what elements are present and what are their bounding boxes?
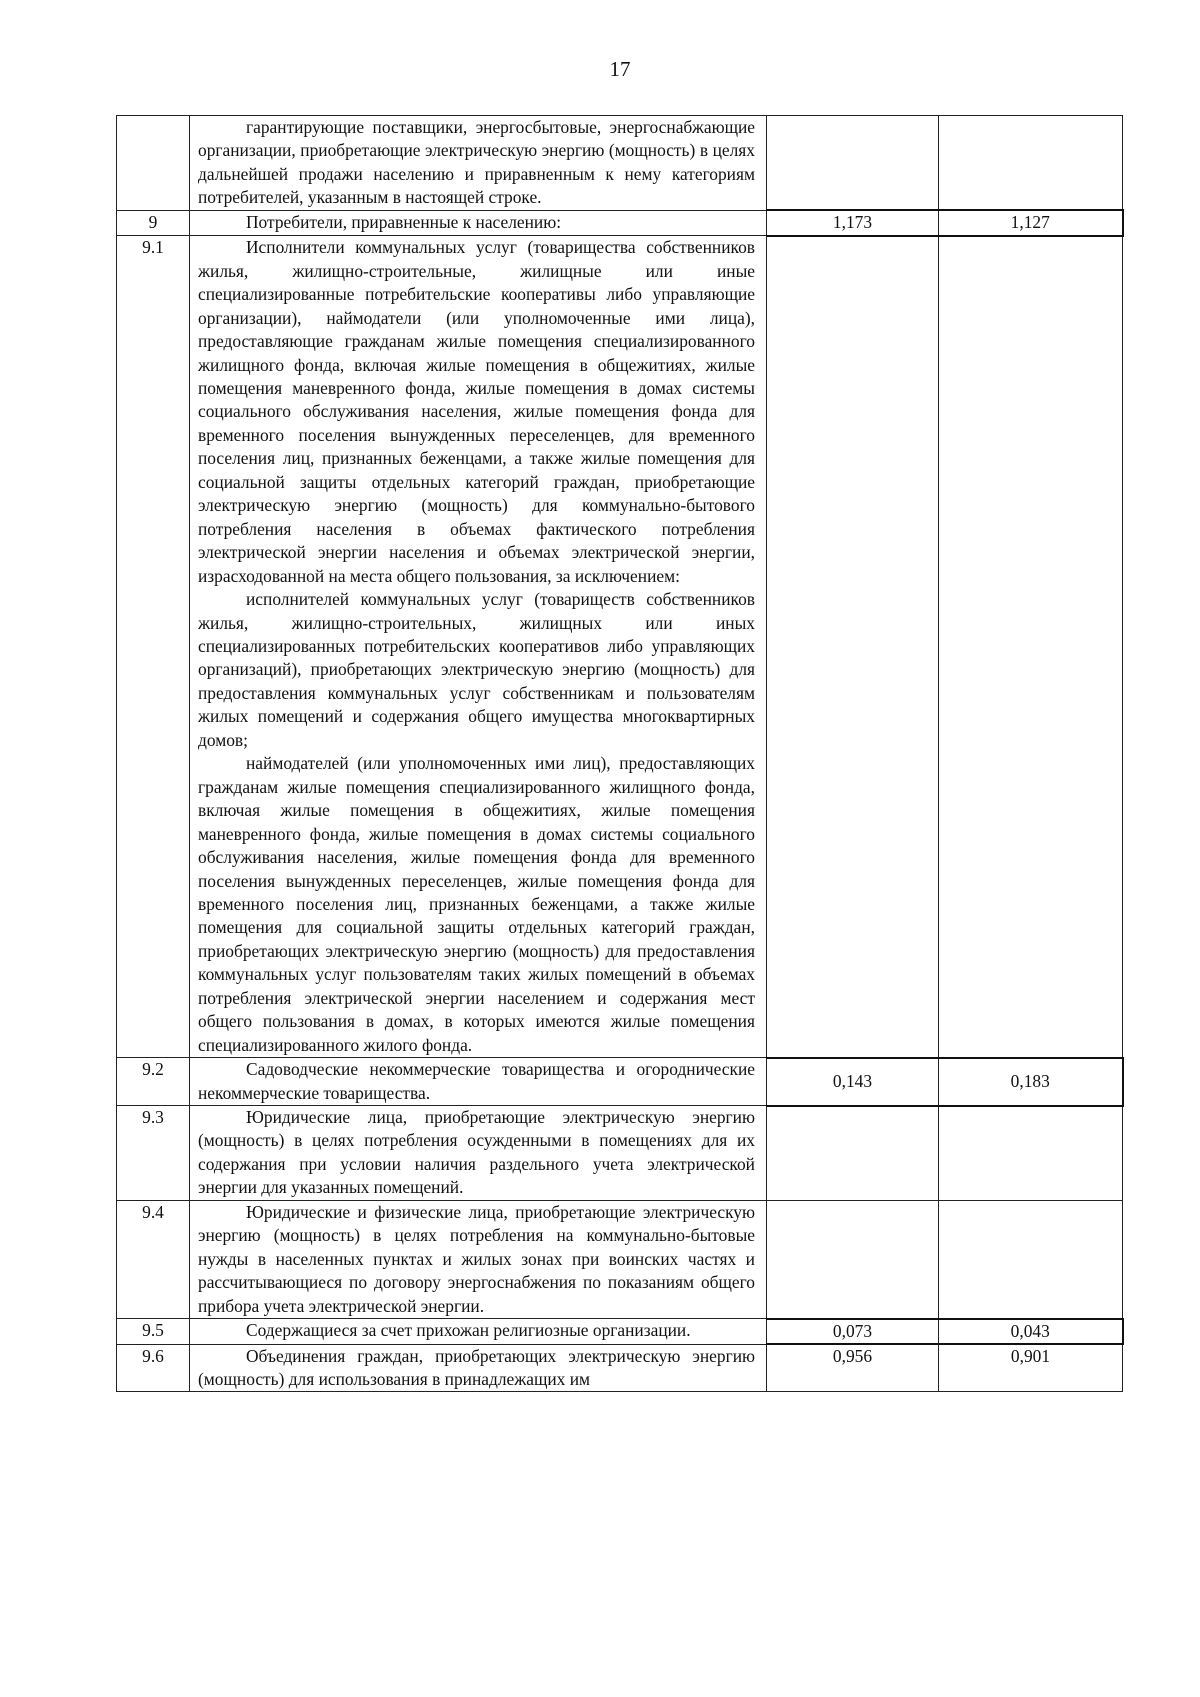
table-row: [117, 1200, 1123, 1318]
row-number: 9.5: [117, 1319, 190, 1344]
row-number: 9.6: [117, 1344, 190, 1392]
row-paragraph: Юридические лица, приобретающие электрическую энергию (мощность) в целях потребления осужденными в помещениях для их содержания при условии наличия раздельного учета электрической энергии для указанных помещений.: [198, 1107, 755, 1198]
row-value-2: 0,043: [939, 1319, 1123, 1344]
row-value-2: 1,127: [939, 210, 1123, 235]
row-description: [190, 1319, 767, 1344]
row-description: [190, 1106, 767, 1201]
row-value-2: 0,901: [939, 1344, 1123, 1392]
table-row: [117, 210, 1123, 235]
row-description: [190, 1058, 767, 1106]
row-value-1: 0,143: [767, 1058, 939, 1106]
row-number: 9.2: [117, 1058, 190, 1106]
row-description: [190, 1200, 767, 1318]
row-number: 9.1: [117, 236, 190, 1058]
row-paragraph: гарантирующие поставщики, энергосбытовые, энергоснабжающие организации, приобретающие электрическую энергию (мощность) в целях дальнейшей продажи населению и приравненным к нему категориям потребителей, указанным в настоящей строке.: [198, 117, 755, 208]
row-description: [190, 1344, 767, 1392]
tariff-table: [116, 115, 1124, 1392]
row-value-1: 1,173: [767, 210, 939, 235]
row-paragraph: Потребители, приравненные к населению:: [246, 211, 562, 232]
row-number: [117, 116, 190, 211]
table-row: [117, 236, 1123, 1058]
row-value-2: [939, 1106, 1123, 1201]
row-paragraph: Содержащиеся за счет прихожан религиозные организации.: [246, 1320, 691, 1341]
row-paragraph: Объединения граждан, приобретающих электрическую энергию (мощность) для использования в принадлежащих им: [198, 1345, 755, 1390]
table-row: [117, 1058, 1123, 1106]
row-paragraph: Исполнители коммунальных услуг (товарищества собственников жилья, жилищно-строительные, жилищные или иные специализированные потребительские кооперативы либо управляющие организации), наймодатели (или уполномоченные ими лица), предоставляющие гражданам жилые помещения специализированного жилищного фонда, включая жилые помещения в общежитиях, жилые помещения маневренного фонда, жилые помещения в домах системы социального обслуживания населения, жилые помещения фонда для временного поселения вынужденных переселенцев, для временного поселения лиц, признанных беженцами, а также жилые помещения для социальной защиты отдельных категорий граждан, приобретающие электрическую энергию (мощность) для коммунально-бытового потребления населения в объемах фактического потребления электрической энергии населения и объемах электрической энергии, израсходованной на места общего пользования, за исключением:: [198, 237, 755, 586]
table-row: [117, 1344, 1123, 1392]
row-value-1: [767, 1106, 939, 1201]
row-value-2: [939, 1200, 1123, 1318]
row-number: 9: [117, 210, 190, 235]
row-paragraph: исполнителей коммунальных услуг (товариществ собственников жилья, жилищно-строительных, жилищных или иных специализированных потребительских кооперативов либо управляющих организаций), приобретающих электрическую энергию (мощность) для предоставления коммунальных услуг собственникам и пользователям жилых помещений и содержания общего имущества многоквартирных домов;: [198, 589, 755, 750]
row-value-2: [939, 236, 1123, 1058]
row-description: [190, 210, 767, 235]
row-paragraph: Юридические и физические лица, приобретающие электрическую энергию (мощность) в целях потребления на коммунально-бытовые нужды в населенных пунктах и жилых зонах при воинских частях и рассчитывающиеся по договору энергоснабжения по показаниям общего прибора учета электрической энергии.: [198, 1201, 755, 1316]
row-value-1: 0,956: [767, 1344, 939, 1392]
row-description: [190, 236, 767, 1058]
row-paragraph: наймодателей (или уполномоченных ими лиц), предоставляющих гражданам жилые помещения специализированного жилищного фонда, включая жилые помещения в общежитиях, жилые помещения маневренного фонда, жилые помещения в домах системы социального обслуживания населения, жилые помещения фонда для временного поселения вынужденных переселенцев, жилые помещения фонда для временного поселения лиц, признанных беженцами, а также жилые помещения для социальной защиты отдельных категорий граждан, приобретающих электрическую энергию (мощность) для предоставления коммунальных услуг пользователям таких жилых помещений в объемах потребления электрической энергии населением и содержания мест общего пользования в домах, в которых имеются жилые помещения специализированного жилого фонда.: [198, 753, 755, 1055]
row-value-2: 0,183: [939, 1058, 1123, 1106]
page-number: 17: [609, 57, 631, 81]
table-row: [117, 1106, 1123, 1201]
row-number: 9.3: [117, 1106, 190, 1201]
row-number: 9.4: [117, 1200, 190, 1318]
row-value-2: [939, 116, 1123, 211]
table-row: [117, 116, 1123, 211]
row-description: [190, 116, 767, 211]
row-value-1: 0,073: [767, 1319, 939, 1344]
row-paragraph: Садоводческие некоммерческие товарищества и огороднические некоммерческие товарищества.: [198, 1059, 755, 1103]
row-value-1: [767, 236, 939, 1058]
row-value-1: [767, 1200, 939, 1318]
table-row: [117, 1319, 1123, 1344]
row-value-1: [767, 116, 939, 211]
